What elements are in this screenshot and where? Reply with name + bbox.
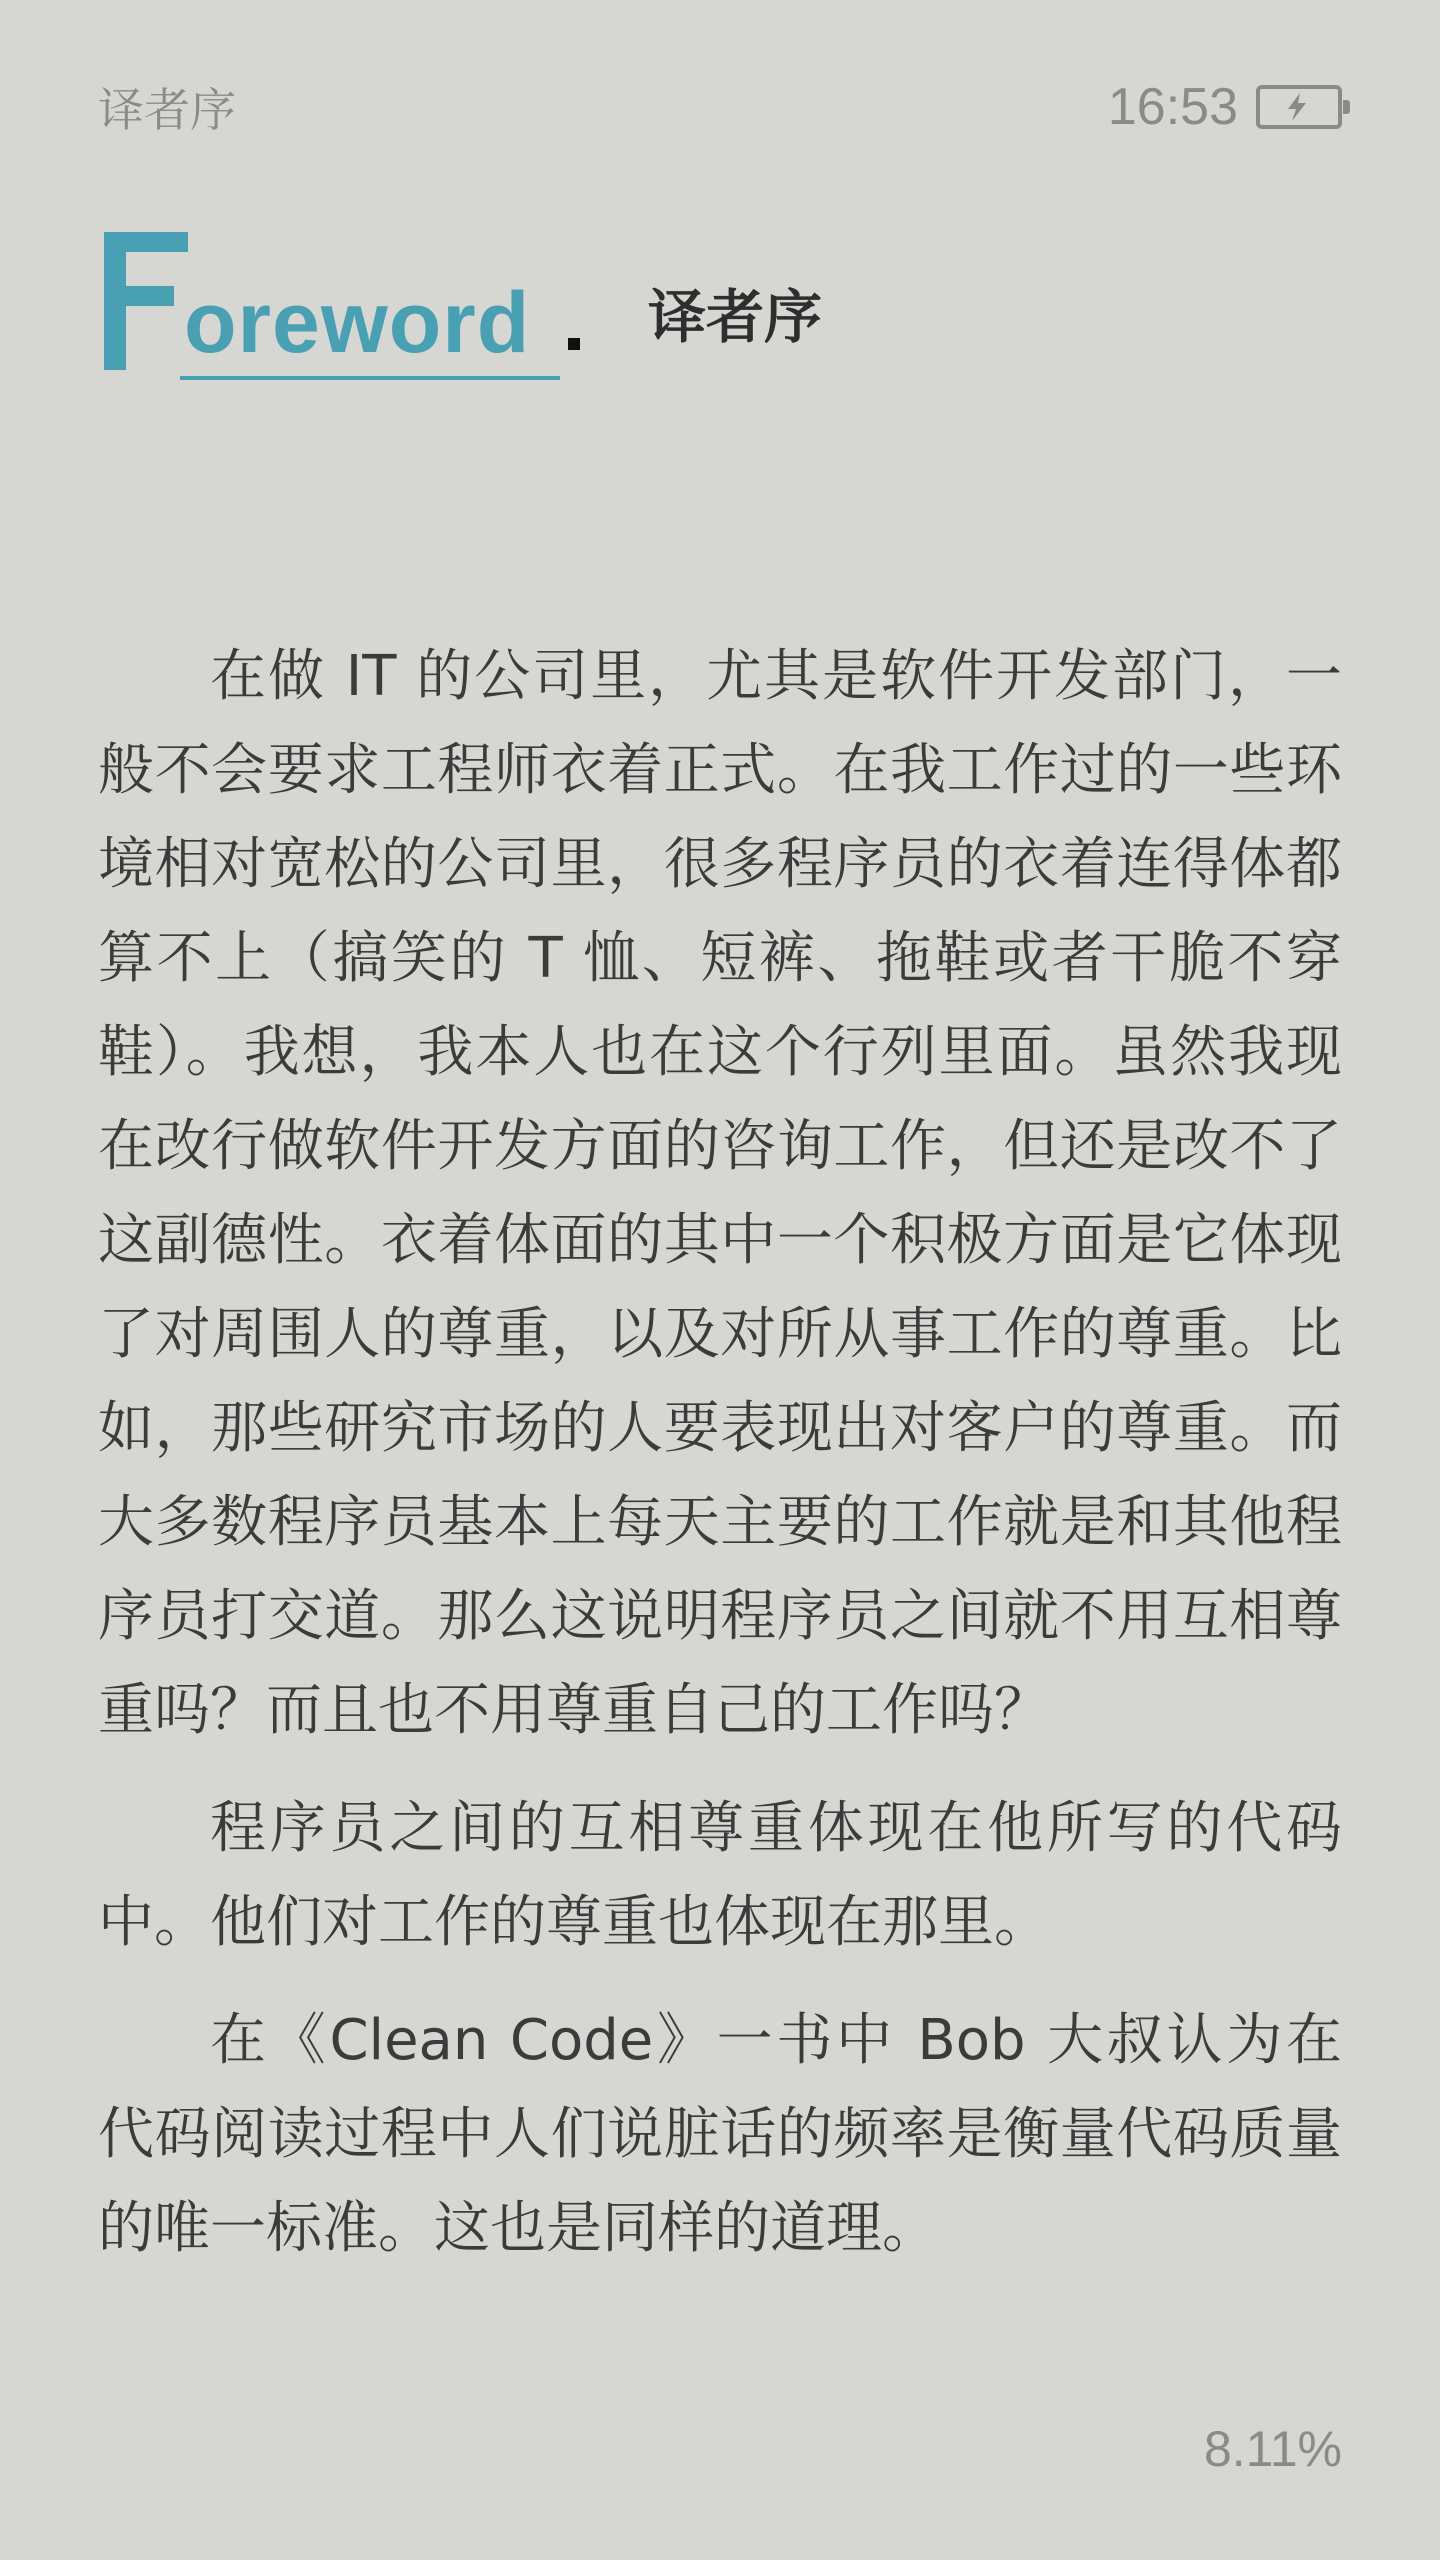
status-bar [98, 72, 1342, 142]
current-chapter-label: 译者序 [98, 83, 236, 137]
paragraph: 在做 IT 的公司里，尤其是软件开发部门，一般不会要求工程师衣着正式。在我工作过的一些环境相对宽松的公司里，很多程序员的衣着连得体都算不上（搞笑的 T 恤、短裤、拖鞋或者干脆不穿鞋）。我想，我本人也在这个行列里面。虽然我现在改行做软件开发方面的咨询工作，但还是改不了这副德性。衣着体面的其中一个积极方面是它体现了对周围人的尊重，以及对所从事工作的尊重。比如，那些研究市场的人要表现出对客户的尊重。而大多数程序员基本上每天主要的工作就是和其他程序员打交道。那么这说明程序员之间就不用互相尊重吗？而且也不用尊重自己的工作吗？ [98, 644, 1342, 1743]
chapter-title: 译者序 [648, 283, 823, 351]
logo-dot [568, 338, 580, 350]
chapter-header [98, 210, 822, 390]
lightning-bolt-icon [1282, 91, 1312, 123]
logo-text: oreword [184, 275, 531, 371]
status-right [1108, 77, 1342, 137]
logo-underline [180, 376, 560, 380]
reading-progress: 8.11% [1203, 2421, 1342, 2477]
reading-content [98, 630, 1342, 2300]
logo-letter-f [98, 220, 188, 370]
battery-charging-icon [1256, 85, 1342, 129]
clock: 16:53 [1107, 78, 1238, 136]
paragraph: 在《Clean Code》一书中 Bob 大叔认为在代码阅读过程中人们说脏话的频率是衡量代码质量的唯一标准。这也是同样的道理。 [98, 2008, 1342, 2261]
foreword-logo [98, 220, 578, 390]
paragraph: 程序员之间的互相尊重体现在他所写的代码中。他们对工作的尊重也体现在那里。 [98, 1796, 1342, 1955]
